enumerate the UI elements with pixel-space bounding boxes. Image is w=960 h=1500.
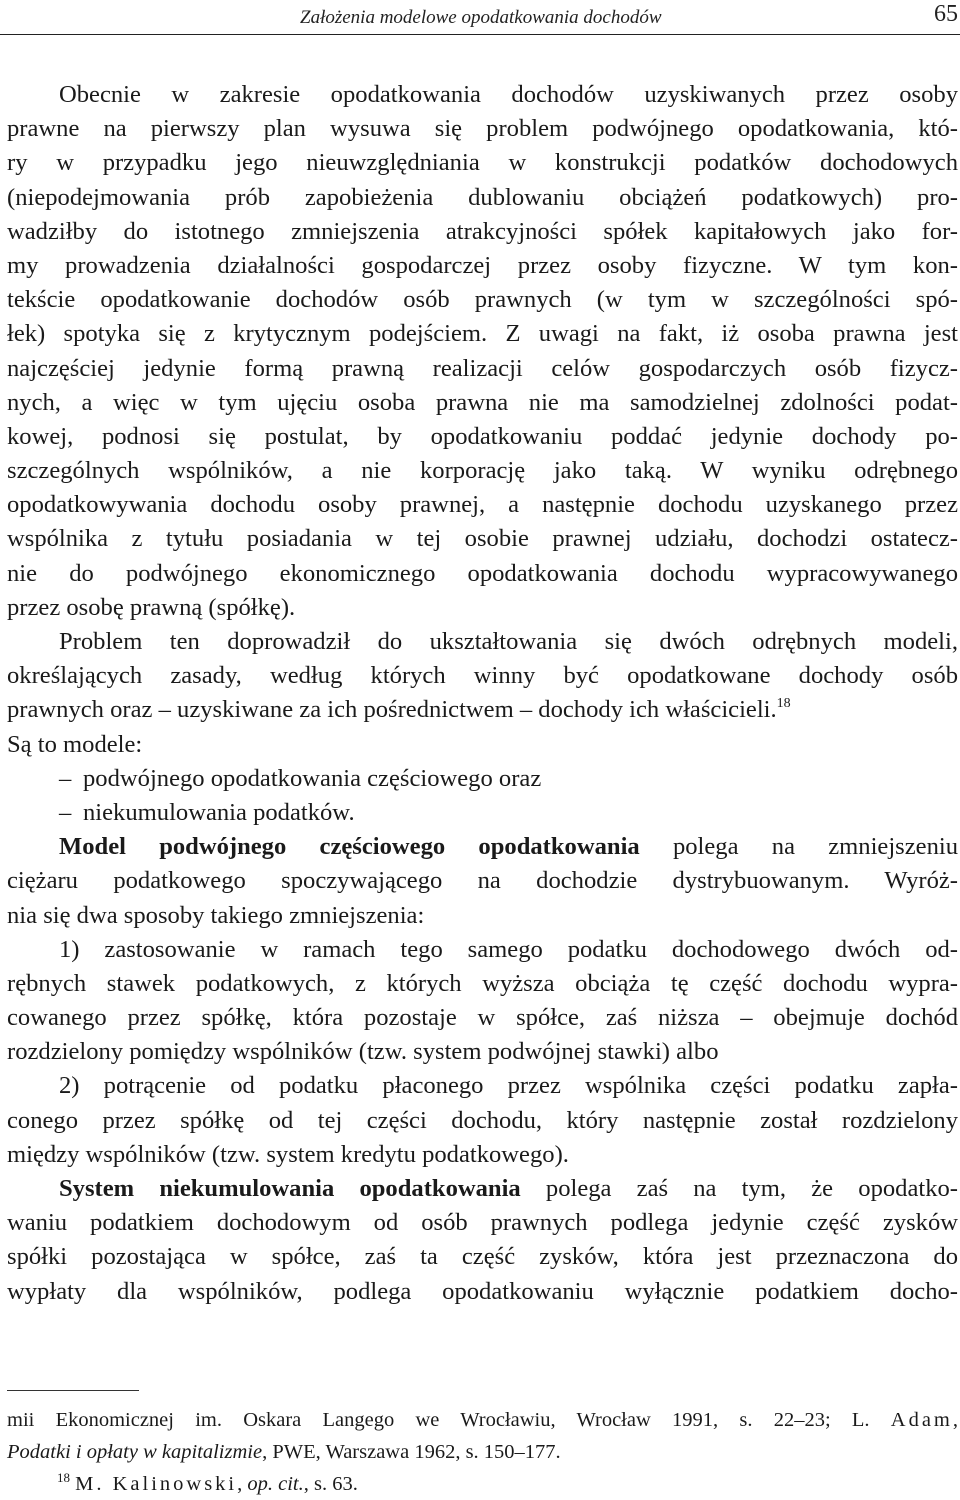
text-line: rozdzielony pomiędzy wspólników (tzw. system podwójnej stawki) albo: [7, 1038, 719, 1066]
text-line: Są to modele:: [7, 730, 143, 758]
text-line: conego przez spółkę od tej części dochodu, który następnie został rozdzielony: [7, 1106, 958, 1134]
paragraph-2: [7, 625, 958, 830]
text-line: prawne na pierwszy plan wysuwa się problem podwójnego opodatkowania, któ-: [7, 115, 958, 143]
footnote-number: 18: [57, 1470, 70, 1485]
page-number: 65: [934, 1, 958, 27]
text-line: najczęściej jedynie formą prawną realizacji celów gospodarczych osób fizycz-: [7, 354, 958, 382]
text-segment: ,: [237, 1473, 248, 1495]
text-line: (niepodejmowania prób zapobieżenia dublowaniu obciążeń podatkowych) pro-: [7, 183, 958, 211]
enumerated-item-2: [7, 1069, 958, 1172]
paragraph-4: [7, 1172, 958, 1309]
text-line: waniu podatkiem dochodowym od osób prawnych podlega jedynie część zysków: [7, 1209, 958, 1237]
text-segment: ,: [952, 1409, 958, 1431]
text-line: 1) zastosowanie w ramach tego samego podatku dochodowego dwóch od-: [59, 935, 958, 963]
footnotes: [7, 1404, 958, 1500]
text-segment: mii Ekonomicznej im. Oskara Langego we Wrocławiu, Wrocław 1991, s. 22–23; L.: [7, 1409, 891, 1431]
text-line: spółki pozostająca w spółce, zaś ta część zysków, która jest przeznaczona do: [7, 1243, 958, 1271]
running-title: Założenia modelowe opodatkowania dochodów: [300, 7, 662, 28]
bold-term: Model podwójnego częściowego opodatkowania: [59, 833, 640, 861]
list-item-text: niekumulowania podatków.: [83, 798, 355, 826]
text-line: [7, 830, 958, 864]
text-line: 2) potrącenie od podatku płaconego przez wspólnika części podatku zapła-: [59, 1072, 958, 1100]
text-line: nie do podwójnego ekonomicznego opodatkowania dochodu wypracowywanego: [7, 559, 958, 587]
text-line: wspólnika z tytułu posiadania w tej osobie prawnej udziału, dochodzi ostatecz-: [7, 525, 958, 553]
text-line: ciężaru podatkowego spoczywającego na dochodzie dystrybuowanym. Wyróż-: [7, 867, 958, 895]
text-line: kowej, podnosi się postulat, by opodatkowaniu poddać jedynie dochody po-: [7, 422, 958, 450]
text-line: cowanego przez spółkę, która pozostaje w spółce, zaś niższa – obejmuje dochód: [7, 1004, 958, 1032]
text-line: łek) spotyka się z krytycznym podejściem. Z uwagi na fakt, iż osoba prawna jest: [7, 320, 958, 348]
list-item: [7, 796, 958, 830]
text-line: [7, 1172, 958, 1206]
text-line: Obecnie w zakresie opodatkowania dochodów uzyskiwanych przez osoby: [59, 81, 958, 108]
footnote-18: [7, 1468, 958, 1500]
citation-abbrev: op. cit.: [247, 1473, 304, 1495]
text-line: ry w przypadku jego nieuwzględniania w konstrukcji podatków dochodowych: [7, 149, 958, 177]
list-item-text: podwójnego opodatkowania częściowego oraz: [83, 764, 542, 792]
text-line: przez osobę prawną (spółkę).: [7, 593, 296, 621]
text-line: [7, 693, 958, 727]
footnote-line: [7, 1436, 958, 1468]
paragraph-1: [7, 78, 958, 625]
text-segment: , s. 63.: [303, 1473, 358, 1495]
list-dash: –: [59, 798, 72, 826]
footnote-separator: [7, 1390, 139, 1391]
list-dash: –: [59, 764, 72, 792]
text-segment: prawnych oraz – uzyskiwane za ich pośrednictwem – dochody ich właścicieli.: [7, 696, 777, 724]
text-line: między wspólników (tzw. system kredytu podatkowego).: [7, 1140, 569, 1168]
bold-term: System niekumulowania opodatkowania: [59, 1175, 521, 1202]
text-line: rębnych stawek podatkowych, z których wyższa obciąża tę część dochodu wypra-: [7, 969, 958, 997]
text-segment: , PWE, Warszawa 1962, s. 150–177.: [262, 1441, 561, 1463]
text-line: określających zasady, według których winny być opodatkowane dochody osób: [7, 662, 958, 690]
author-name: Adam: [890, 1409, 953, 1431]
text-segment: polega zaś na tym, że opodatko-: [520, 1175, 958, 1202]
author-name: M. Kalinowski: [75, 1473, 238, 1495]
text-line: my prowadzenia działalności gospodarczej przez osoby fizyczne. W tym kon-: [7, 251, 958, 279]
text-line: tekście opodatkowanie dochodów osób prawnych (w tym w szczególności spó-: [7, 286, 958, 314]
text-segment: polega na zmniejszeniu: [639, 833, 958, 861]
text-line: wadziłby do istotnego zmniejszenia atrakcyjności spółek kapitałowych jako for-: [7, 217, 958, 245]
list-item: [7, 762, 958, 796]
footnote-line: [7, 1404, 958, 1436]
main-text: [7, 78, 958, 1309]
text-line: Problem ten doprowadził do ukształtowania się dwóch odrębnych modeli,: [59, 628, 958, 655]
text-line: wypłaty dla wspólników, podlega opodatkowaniu wyłącznie podatkiem docho-: [7, 1277, 958, 1305]
text-line: nia się dwa sposoby takiego zmniejszenia:: [7, 901, 425, 929]
enumerated-item-1: [7, 933, 958, 1070]
paragraph-3: [7, 830, 958, 933]
book-title: Podatki i opłaty w kapitalizmie: [7, 1441, 263, 1463]
text-line: szczególnych wspólników, a nie korporację jako taką. W wyniku odrębnego: [7, 457, 958, 485]
text-line: nych, a więc w tym ujęciu osoba prawna nie ma samodzielnej zdolności podat-: [7, 388, 958, 416]
text-line: opodatkowywania dochodu osoby prawnej, a następnie dochodu uzyskanego przez: [7, 491, 958, 519]
page-header: [0, 0, 960, 35]
footnote-reference[interactable]: 18: [776, 696, 791, 712]
